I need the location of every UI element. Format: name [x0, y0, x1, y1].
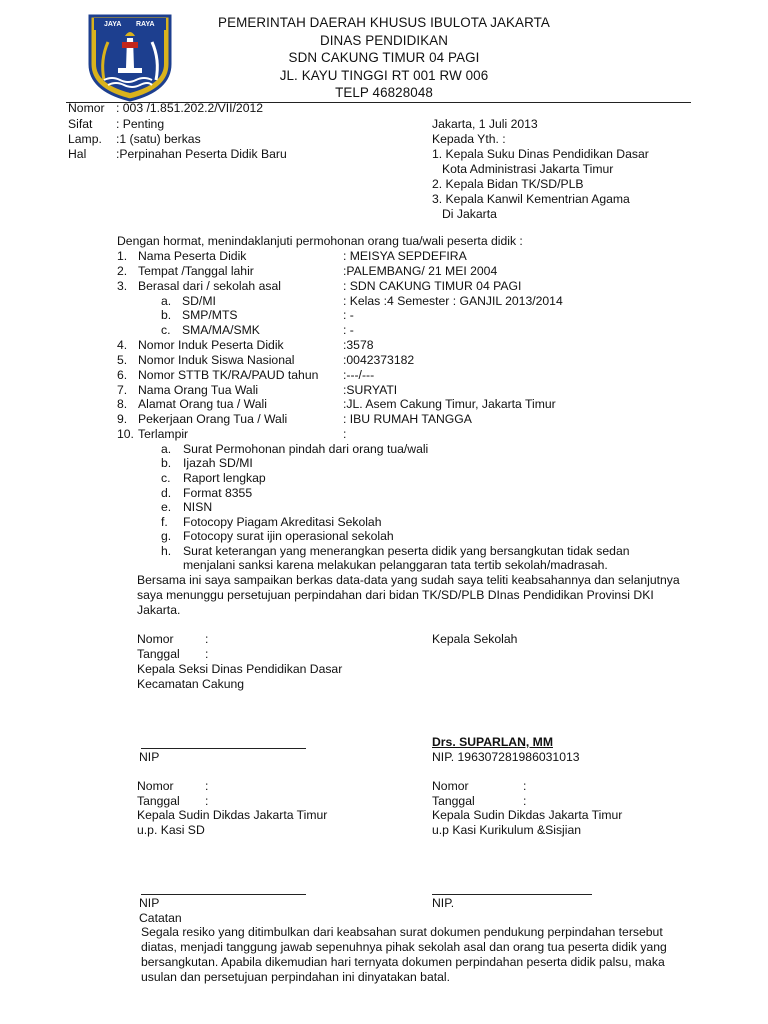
attachment-text: NISN	[183, 500, 213, 514]
recipient-line: Kota Administrasi Jakarta Timur	[442, 162, 614, 176]
item-value: :0042373182	[343, 353, 415, 367]
logo-text-left: JAYA	[104, 21, 122, 28]
item-letter: b.	[161, 308, 172, 322]
item-number: 6.	[117, 368, 128, 382]
kasi-title-2: Kecamatan Cakung	[137, 677, 245, 691]
attachment-letter: e.	[161, 500, 172, 514]
field-tanggal	[137, 647, 209, 662]
kepsek-name: Drs. SUPARLAN, MM	[432, 735, 553, 749]
recipient-line: 1. Kepala Suku Dinas Pendidikan Dasar	[432, 147, 649, 161]
item-label: SMP/MTS	[182, 308, 238, 322]
item-label: Nama Orang Tua Wali	[138, 383, 259, 397]
letterhead-line: PEMERINTAH DAERAH KHUSUS IBULOTA JAKARTA	[218, 15, 550, 30]
attachment-letter: g.	[161, 529, 172, 543]
item-label: Alamat Orang tua / Wali	[138, 397, 267, 411]
notes-line: Segala resiko yang ditimbulkan dari keabsahan surat dokumen pendukung perpindahan tersebut	[141, 925, 663, 939]
recipient-line: Di Jakarta	[442, 207, 497, 221]
field-label: Tanggal	[137, 794, 180, 808]
meta-label: Nomor	[68, 101, 105, 115]
attachment-text: Fotocopy Piagam Akreditasi Sekolah	[183, 515, 382, 529]
item-letter: c.	[161, 323, 171, 337]
kepsek-nip: NIP. 196307281986031013	[432, 750, 580, 764]
item-value: : SDN CAKUNG TIMUR 04 PAGI	[343, 279, 522, 293]
item-label: Nama Peserta Didik	[138, 249, 247, 263]
notes-line: usulan dan persetujuan perpindahan ini dinyatakan batal.	[141, 970, 450, 984]
closing-line: saya menunggu persetujuan perpindahan dari bidan TK/SD/PLB DInas Pendidikan Provinsi DKI	[137, 588, 654, 602]
field-colon: :	[523, 794, 527, 808]
recipient-line: 3. Kepala Kanwil Kementrian Agama	[432, 192, 630, 206]
notes-title: Catatan	[139, 911, 182, 925]
date-place: Jakarta, 1 Juli 2013	[432, 117, 538, 131]
field-label: Nomor	[432, 779, 469, 793]
letterhead-line: TELP 46828048	[335, 85, 433, 101]
jakarta-coat-of-arms-logo	[86, 12, 174, 102]
meta-value: : Penting	[116, 117, 165, 131]
item-letter: a.	[161, 294, 172, 308]
item-label: Berasal dari / sekolah asal	[138, 279, 281, 293]
meta-label: Hal	[68, 147, 87, 161]
sudin-left-up: u.p. Kasi SD	[137, 823, 205, 837]
field-colon: :	[205, 779, 209, 793]
letterhead	[190, 14, 578, 102]
meta-value: : 003 /1.851.202.2/VII/2012	[116, 101, 264, 115]
item-number: 1.	[117, 249, 128, 263]
item-value: : Kelas :4 Semester : GANJIL 2013/2014	[343, 294, 563, 308]
item-number: 2.	[117, 264, 128, 278]
field-nomor	[137, 779, 209, 794]
item-value: :---/---	[343, 368, 375, 382]
item-label: Nomor Induk Peserta Didik	[138, 338, 284, 352]
recipient-line: 2. Kepala Bidan TK/SD/PLB	[432, 177, 584, 191]
meta-label: Sifat	[68, 117, 93, 131]
field-colon: :	[523, 779, 527, 793]
item-number: 10.	[117, 427, 134, 441]
item-number: 5.	[117, 353, 128, 367]
field-label: Nomor	[137, 632, 174, 646]
attachment-letter: d.	[161, 486, 172, 500]
item-value: : IBU RUMAH TANGGA	[343, 412, 472, 426]
item-value: :PALEMBANG/ 21 MEI 2004	[343, 264, 498, 278]
signature-line	[141, 894, 306, 895]
attachment-text: Surat Permohonan pindah dari orang tua/wali	[183, 442, 429, 456]
item-label: Nomor Induk Siswa Nasional	[138, 353, 295, 367]
field-label: Nomor	[137, 779, 174, 793]
attachment-letter: a.	[161, 442, 172, 456]
item-label: SD/MI	[182, 294, 216, 308]
field-colon: :	[205, 647, 209, 661]
attachment-letter: b.	[161, 456, 172, 470]
item-value: : MEISYA SEPDEFIRA	[343, 249, 467, 263]
signature-line	[432, 894, 592, 895]
field-label: Tanggal	[432, 794, 475, 808]
item-label: Pekerjaan Orang Tua / Wali	[138, 412, 288, 426]
item-label: Tempat /Tanggal lahir	[138, 264, 254, 278]
meta-label: Lamp.	[68, 132, 102, 146]
attachment-text: Format 8355	[183, 486, 253, 500]
signature-line	[141, 748, 306, 749]
attachment-letter: h.	[161, 544, 172, 558]
closing-line: Jakarta.	[137, 603, 181, 617]
letterhead-line: SDN CAKUNG TIMUR 04 PAGI	[288, 50, 480, 66]
nip-label: NIP	[139, 896, 160, 910]
sudin-right-title: Kepala Sudin Dikdas Jakarta Timur	[432, 808, 623, 822]
attachment-text: Fotocopy surat ijin operasional sekolah	[183, 529, 394, 543]
logo-text-right: RAYA	[136, 21, 155, 28]
sudin-left-title: Kepala Sudin Dikdas Jakarta Timur	[137, 808, 328, 822]
attachment-continuation: menjalani sanksi karena melakukan pelanggaran tata tertib sekolah/madrasah.	[183, 558, 608, 572]
field-colon: :	[205, 794, 209, 808]
item-value: : -	[343, 323, 354, 337]
meta-value: :Perpinahan Peserta Didik Baru	[116, 147, 287, 161]
item-value: : -	[343, 308, 354, 322]
item-value: :	[343, 427, 347, 441]
meta-value: :1 (satu) berkas	[116, 132, 201, 146]
item-number: 4.	[117, 338, 128, 352]
item-value: :SURYATI	[343, 383, 398, 397]
field-nomor	[137, 632, 209, 647]
attachment-text: Ijazah SD/MI	[183, 456, 253, 470]
kepsek-title: Kepala Sekolah	[432, 632, 518, 646]
intro-paragraph: Dengan hormat, menindaklanjuti permohonan orang tua/wali peserta didik :	[117, 234, 523, 248]
item-label: Nomor STTB TK/RA/PAUD tahun	[138, 368, 319, 382]
attachment-letter: f.	[161, 515, 168, 529]
item-label: Terlampir	[138, 427, 189, 441]
attachment-letter: c.	[161, 471, 171, 485]
field-tanggal	[432, 794, 527, 809]
attachment-text: Raport lengkap	[183, 471, 266, 485]
item-value: :JL. Asem Cakung Timur, Jakarta Timur	[343, 397, 556, 411]
field-label: Tanggal	[137, 647, 180, 661]
notes-line: bersangkutan. Apabila dikemudian hari ternyata dokumen perpindahan peserta didik palsu, maka	[141, 955, 665, 969]
closing-line: Bersama ini saya sampaikan berkas data-data yang sudah saya teliti keabsahannya dan selanjutnya	[137, 573, 680, 587]
field-nomor	[432, 779, 527, 794]
notes-line: diatas, menjadi tanggung jawab sepenuhnya pihak sekolah asal dan orang tua peserta didik yang	[141, 940, 667, 954]
item-number: 9.	[117, 412, 128, 426]
field-colon: :	[205, 632, 209, 646]
item-value: :3578	[343, 338, 374, 352]
field-tanggal	[137, 794, 209, 809]
recipients-to: Kepada Yth. :	[432, 132, 506, 146]
item-number: 3.	[117, 279, 128, 293]
item-number: 7.	[117, 383, 128, 397]
nip-label: NIP	[139, 750, 160, 764]
nip-label: NIP.	[432, 896, 455, 910]
letterhead-line: DINAS PENDIDIKAN	[319, 32, 449, 48]
kasi-title: Kepala Seksi Dinas Pendidikan Dasar	[137, 662, 343, 676]
item-label: SMA/MA/SMK	[182, 323, 260, 337]
sudin-right-up: u.p Kasi Kurikulum &Sisjian	[432, 823, 582, 837]
item-number: 8.	[117, 397, 128, 411]
attachment-text: Surat keterangan yang menerangkan peserta didik yang bersangkutan tidak sedan	[183, 544, 630, 558]
letterhead-line: JL. KAYU TINGGI RT 001 RW 006	[279, 67, 489, 83]
